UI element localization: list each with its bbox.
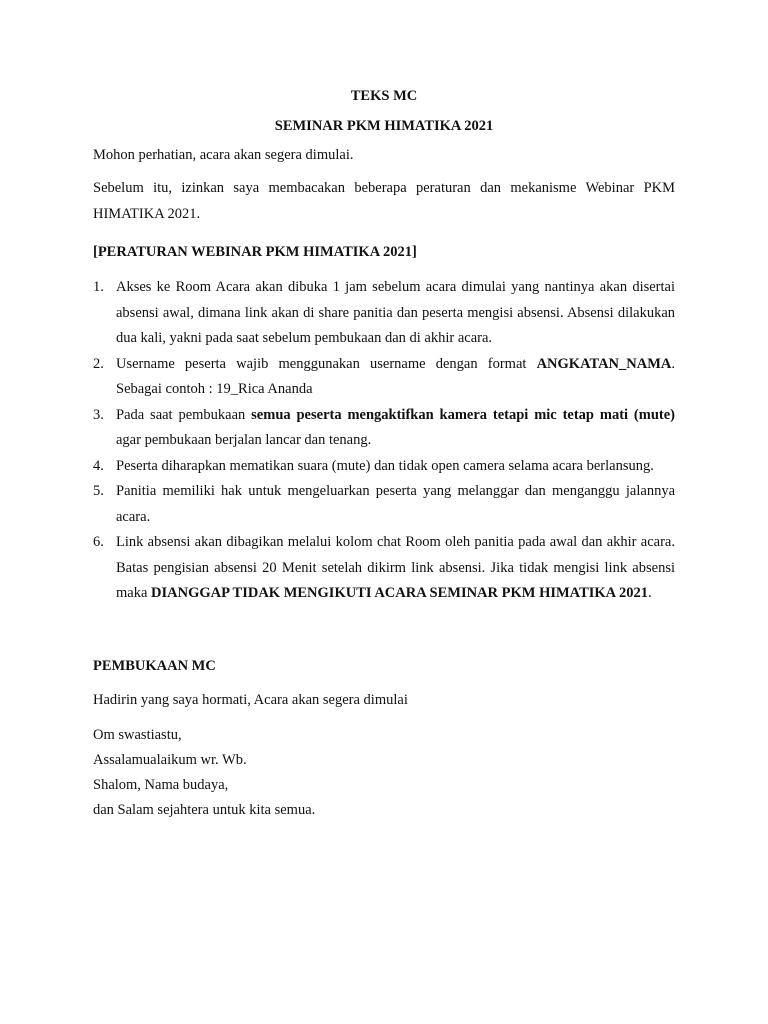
rule-number: 5. xyxy=(93,483,104,499)
rule-number: 2. xyxy=(93,355,104,372)
rule-item-1 xyxy=(93,275,675,352)
rule-item-4 xyxy=(93,454,675,480)
rule-item-6 xyxy=(93,530,675,607)
salutation-line-4: dan Salam sejahtera untuk kita semua. xyxy=(93,801,316,818)
salutation-line-1: Om swastiastu, xyxy=(93,726,182,743)
rule-number: 4. xyxy=(93,457,104,474)
salutation-line-2: Assalamualaikum wr. Wb. xyxy=(93,751,247,768)
doc-subtitle: SEMINAR PKM HIMATIKA 2021 xyxy=(274,118,494,134)
rule-text-tail: . xyxy=(647,585,652,601)
rule-text: Akses ke Room Acara akan dibuka 1 jam sebelum acara dimulai yang nantinya akan disertai absensi awal, dimana link akan di share panitia dan peserta mengisi absensi. Absensi dilakukan dua kali, yakni pada saat sebelum pembukaan dan di akhir acara. xyxy=(116,279,675,346)
rules-heading: [PERATURAN WEBINAR PKM HIMATIKA 2021] xyxy=(93,244,417,260)
rule-text: Username peserta wajib menggunakan username dengan format xyxy=(116,355,537,372)
rule-text-bold: DIANGGAP TIDAK MENGIKUTI ACARA SEMINAR PKM HIMATIKA 2021 xyxy=(151,585,648,601)
intro-paragraph-2: Sebelum itu, izinkan saya membacakan beberapa peraturan dan mekanisme Webinar PKM HIMATIKA 2021. xyxy=(93,180,675,222)
salutation-block xyxy=(93,723,675,823)
rule-text-tail: . Sebagai contoh : 19_Rica Ananda xyxy=(116,355,675,397)
rule-text-bold: semua peserta mengaktifkan kamera tetapi mic tetap mati (mute) xyxy=(251,406,675,423)
rule-text: Link absensi akan dibagikan melalui kolom chat Room oleh panitia pada awal dan akhir acara. Batas pengisian absensi 20 Menit setelah dikirm link absensi. Jika tidak mengisi link absensi maka xyxy=(116,534,675,601)
rule-item-5 xyxy=(93,479,675,530)
rule-text-tail: agar pembukaan berjalan lancar dan tenang. xyxy=(116,432,372,448)
mc-heading: PEMBUKAAN MC xyxy=(93,657,216,674)
document-content xyxy=(93,84,675,823)
rule-text: Panitia memiliki hak untuk mengeluarkan peserta yang melanggar dan menganggu jalannya acara. xyxy=(116,483,675,525)
salutation-line-3: Shalom, Nama budaya, xyxy=(93,776,229,793)
intro-paragraph-1: Mohon perhatian, acara akan segera dimulai. xyxy=(93,147,354,163)
rule-item-3 xyxy=(93,403,675,454)
rule-text-bold: ANGKATAN_NAMA xyxy=(536,355,672,372)
rule-text: Pada saat pembukaan xyxy=(116,406,252,423)
rule-number: 6. xyxy=(93,534,104,550)
rule-number: 1. xyxy=(93,279,104,295)
rules-list xyxy=(93,275,675,607)
greeting-line: Hadirin yang saya hormati, Acara akan segera dimulai xyxy=(93,691,408,708)
rule-number: 3. xyxy=(93,406,104,423)
rule-text: Peserta diharapkan mematikan suara (mute) dan tidak open camera selama acara berlansung. xyxy=(116,457,654,474)
doc-title: TEKS MC xyxy=(350,88,418,104)
rule-item-2 xyxy=(93,352,675,403)
